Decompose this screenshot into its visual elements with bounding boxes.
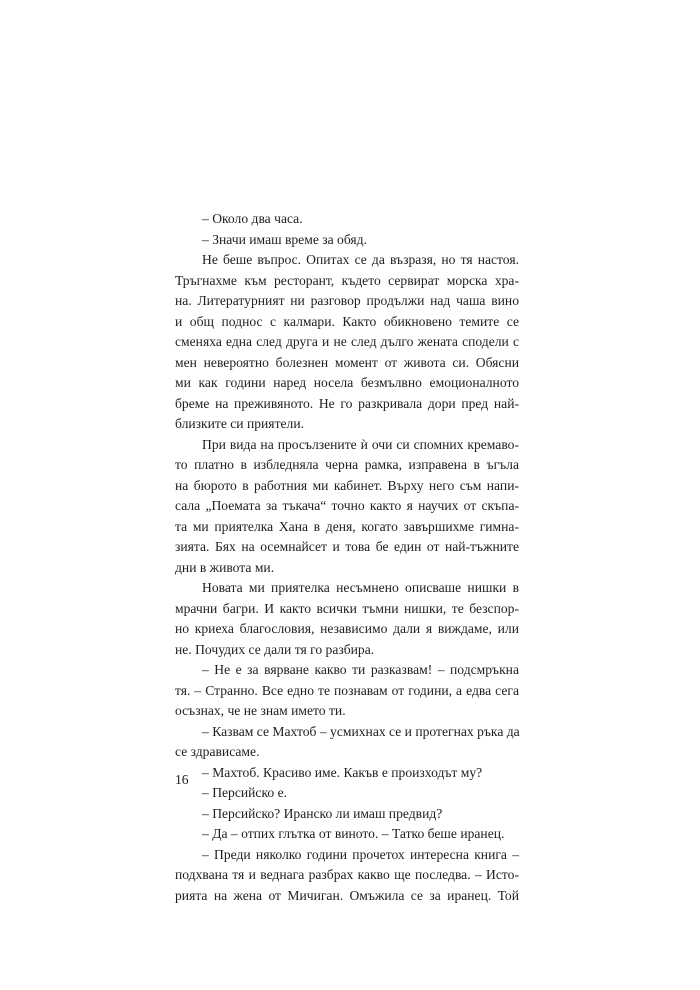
text-line: – Преди няколко години прочетох интересна книга – <box>202 846 519 862</box>
text-line: на бюрото в работния ми кабинет. Върху него съм напи- <box>175 477 519 493</box>
text-line: – Казвам се Махтоб – усмихнах се и протегнах ръка да <box>202 723 520 739</box>
text-line: – Не е за вярване какво ти разказвам! – подсмръкна <box>202 662 519 677</box>
text-line: – Значи имаш време за обяд. <box>202 231 367 247</box>
text-line: При вида на просълзените ѝ очи си спомних кремаво- <box>202 436 519 452</box>
text-line: сала „Поемата за тъкача“ точно както я научих от скъпа- <box>175 498 519 513</box>
text-line: близките си приятели. <box>175 416 304 431</box>
text-line: то платно в избледняла черна рамка, изправена в ъгъла <box>175 457 519 472</box>
text-line: тя. – Странно. Все едно те познавам от години, а едва сега <box>175 682 519 698</box>
text-line: зията. Бях на осемнайсет и това бе един от най-тъжните <box>175 539 519 554</box>
page-number: 16 <box>175 772 189 787</box>
text-line: сменяха една след друга и не след дълго жената сподели с <box>175 334 519 349</box>
text-line: рията на жена от Мичиган. Омъжила се за иранец. Той <box>175 887 519 903</box>
text-line: Тръгнахме към ресторант, където сервират морска хра- <box>175 272 519 288</box>
body-text <box>175 209 519 906</box>
text-line: не. Почудих се дали тя го разбира. <box>175 641 375 657</box>
text-line: Не беше въпрос. Опитах се да възразя, но тя настоя. <box>202 252 519 267</box>
text-line: се здрависаме. <box>175 744 260 759</box>
text-line: Новата ми приятелка несъмнено описваше нишки в <box>202 580 519 595</box>
text-line: но криеха благословия, независимо дали я виждаме, или <box>175 621 519 636</box>
text-line: мрачни багри. И както всички тъмни нишки, те безспор- <box>175 600 519 616</box>
text-line: – Да – отпих глътка от виното. – Татко беше иранец. <box>202 826 505 841</box>
text-line: подхвана тя и веднага разбрах какво ще последва. – Исто- <box>175 867 519 882</box>
text-line: мен невероятно болезнен момент от живота си. Обясни <box>175 354 519 370</box>
text-line: – Махтоб. Красиво име. Какъв е произходът му? <box>202 764 483 780</box>
text-line: – Около два часа. <box>202 211 303 226</box>
text-line: бреме на преживяното. Не го разкривала дори пред най- <box>175 395 519 411</box>
text-line: ми как години наред носела безмълвно емоционалното <box>175 375 519 390</box>
text-line: на. Литературният ни разговор продължи над чаша вино <box>175 293 519 308</box>
text-line: и общ поднос с калмари. Както обикновено темите се <box>175 313 519 329</box>
text-line: осъзнах, че не знам името ти. <box>175 703 346 718</box>
text-line: – Персийско е. <box>202 785 288 800</box>
text-line: дни в живота ми. <box>175 559 275 575</box>
text-line: – Персийско? Иранско ли имаш предвид? <box>202 805 443 821</box>
text-line: та ми приятелка Хана в деня, когато завършихме гимна- <box>175 518 519 534</box>
